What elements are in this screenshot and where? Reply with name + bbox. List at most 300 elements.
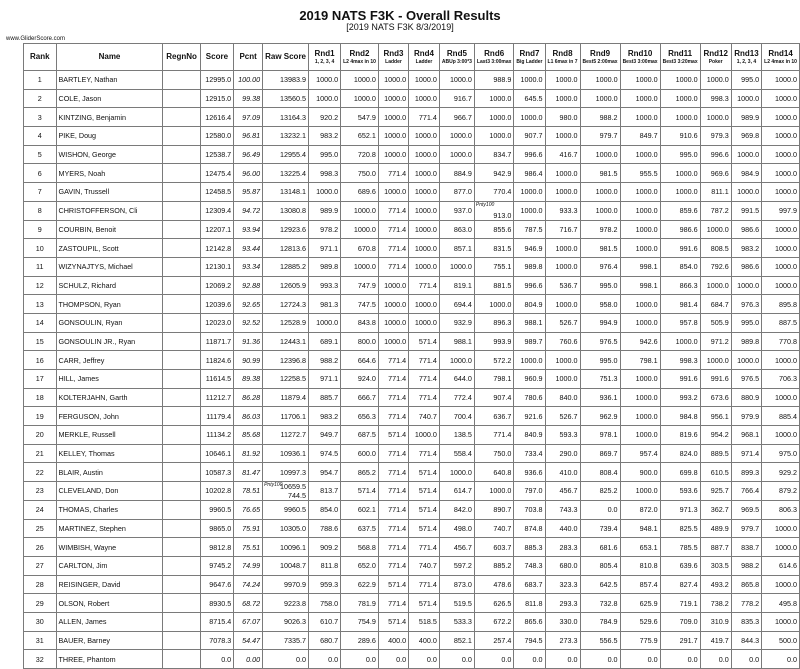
round-score-cell: 936.1 xyxy=(580,388,620,407)
round-score-cell: 1000.0 xyxy=(762,276,800,295)
column-header-rnd7 xyxy=(514,44,545,71)
round-score-cell: 920.2 xyxy=(309,108,341,127)
round-score-cell: 644.0 xyxy=(439,370,474,389)
round-score-cell: 859.6 xyxy=(660,201,700,220)
round-score-cell: 636.7 xyxy=(474,407,513,426)
round-score-cell: 885.2 xyxy=(474,556,513,575)
regn-cell xyxy=(163,482,200,501)
round-score-cell: 865.6 xyxy=(514,612,545,631)
score-cell: 12309.4 xyxy=(200,201,234,220)
round-score-cell: 1000.0 xyxy=(439,257,474,276)
table-row xyxy=(24,164,800,183)
round-score-cell: 792.6 xyxy=(700,257,731,276)
table-row xyxy=(24,370,800,389)
round-score-cell: 743.3 xyxy=(545,500,580,519)
round-score-cell: 533.3 xyxy=(439,612,474,631)
score-cell: 11871.7 xyxy=(200,332,234,351)
score-cell: 12039.6 xyxy=(200,295,234,314)
round-score-cell: 766.4 xyxy=(731,482,761,501)
raw-score-cell: 13164.3 xyxy=(263,108,309,127)
column-header-label: Rnd2 xyxy=(349,48,370,58)
table-row xyxy=(24,257,800,276)
round-score-cell: 825.5 xyxy=(660,519,700,538)
table-row xyxy=(24,89,800,108)
round-score-cell: 863.0 xyxy=(439,220,474,239)
round-score-cell: 1000.0 xyxy=(580,89,620,108)
score-cell: 10646.1 xyxy=(200,444,234,463)
pilot-name-cell: BAUER, Barney xyxy=(56,631,163,650)
round-score-cell: 498.0 xyxy=(439,519,474,538)
round-score-cell: 842.0 xyxy=(439,500,474,519)
column-header-rnd8 xyxy=(545,44,580,71)
round-score-cell: 785.5 xyxy=(660,538,700,557)
round-score-cell: 854.0 xyxy=(309,500,341,519)
round-score-cell: 670.8 xyxy=(341,239,379,258)
percent-cell: 78.51 xyxy=(234,482,263,501)
round-score-cell: 889.5 xyxy=(700,444,731,463)
table-row xyxy=(24,127,800,146)
round-score-cell: 1000.0 xyxy=(439,127,474,146)
score-cell: 11179.4 xyxy=(200,407,234,426)
round-score-cell: 456.7 xyxy=(439,538,474,557)
round-score-cell: 755.1 xyxy=(474,257,513,276)
round-score-cell: 1000.0 xyxy=(409,313,440,332)
round-score-cell: 933.3 xyxy=(545,201,580,220)
round-score-cell: 1000.0 xyxy=(620,183,660,202)
round-score-cell: 571.4 xyxy=(341,482,379,501)
round-score-cell: 844.3 xyxy=(731,631,761,650)
round-score-cell: 811.1 xyxy=(700,183,731,202)
raw-score-cell: 0.0 xyxy=(263,650,309,669)
percent-cell: 89.38 xyxy=(234,370,263,389)
round-score-cell: 689.6 xyxy=(341,183,379,202)
round-score-cell: 1000.0 xyxy=(762,127,800,146)
round-score-cell: 988.9 xyxy=(474,71,513,90)
raw-score-cell: 10048.7 xyxy=(263,556,309,575)
round-score-cell: 572.2 xyxy=(474,351,513,370)
table-row xyxy=(24,556,800,575)
percent-cell: 54.47 xyxy=(234,631,263,650)
round-score-cell: 689.1 xyxy=(309,332,341,351)
round-score-cell: 760.6 xyxy=(545,332,580,351)
round-score-cell: 1000.0 xyxy=(762,388,800,407)
round-score-cell: 885.3 xyxy=(514,538,545,557)
round-score-cell: 1000.0 xyxy=(620,201,660,220)
round-score-cell: 771.4 xyxy=(409,276,440,295)
round-score-cell: 1000.0 xyxy=(731,89,761,108)
table-row xyxy=(24,313,800,332)
column-header-label: Rnd11 xyxy=(668,48,693,58)
round-score-cell: 1000.0 xyxy=(660,183,700,202)
regn-cell xyxy=(163,257,200,276)
round-score-cell: 626.5 xyxy=(474,594,513,613)
round-score-cell: 866.3 xyxy=(660,276,700,295)
percent-cell: 93.34 xyxy=(234,257,263,276)
round-score-cell: 788.6 xyxy=(309,519,341,538)
round-score-cell: 771.4 xyxy=(409,351,440,370)
round-score-cell: 571.4 xyxy=(409,500,440,519)
percent-cell: 74.24 xyxy=(234,575,263,594)
percent-cell: 76.65 xyxy=(234,500,263,519)
round-score-cell: 971.1 xyxy=(309,239,341,258)
score-cell: 12475.4 xyxy=(200,164,234,183)
round-score-cell: 610.5 xyxy=(700,463,731,482)
raw-score-cell: 12923.6 xyxy=(263,220,309,239)
round-score-cell: 988.1 xyxy=(439,332,474,351)
website-label: www.GliderScore.com xyxy=(6,36,66,42)
round-score-cell: 293.3 xyxy=(545,594,580,613)
round-score-cell: 603.7 xyxy=(474,538,513,557)
round-score-cell: 1000.0 xyxy=(514,71,545,90)
pilot-name-cell: GONSOULIN JR., Ryan xyxy=(56,332,163,351)
round-score-cell: 998.1 xyxy=(620,276,660,295)
round-score-cell: 1000.0 xyxy=(341,71,379,90)
regn-cell xyxy=(163,556,200,575)
table-row xyxy=(24,538,800,557)
percent-cell: 90.99 xyxy=(234,351,263,370)
round-score-cell: 1000.0 xyxy=(439,351,474,370)
round-score-cell: 1000.0 xyxy=(762,519,800,538)
round-score-cell: 787.2 xyxy=(700,201,731,220)
round-score-cell: 771.4 xyxy=(409,370,440,389)
pilot-name-cell: SCHULZ, Richard xyxy=(56,276,163,295)
round-score-cell: 827.4 xyxy=(660,575,700,594)
table-header-row xyxy=(24,44,800,71)
pilot-name-cell: THREE, Phantom xyxy=(56,650,163,669)
pilot-name-cell: CLEVELAND, Don xyxy=(56,482,163,501)
round-score-cell: 558.4 xyxy=(439,444,474,463)
round-score-cell: 771.4 xyxy=(378,164,408,183)
round-score-cell: 1000.0 xyxy=(378,313,408,332)
round-score-cell: 400.0 xyxy=(409,631,440,650)
rank-cell: 23 xyxy=(24,482,57,501)
round-score-cell: 748.3 xyxy=(514,556,545,575)
round-score-cell: 887.5 xyxy=(762,313,800,332)
round-score-cell: 1000.0 xyxy=(474,127,513,146)
score-cell: 11134.2 xyxy=(200,426,234,445)
round-score-cell: 283.3 xyxy=(545,538,580,557)
rank-cell: 19 xyxy=(24,407,57,426)
round-score-cell: 771.4 xyxy=(378,370,408,389)
round-score-cell: 978.2 xyxy=(580,220,620,239)
round-score-cell: 771.4 xyxy=(378,351,408,370)
regn-cell xyxy=(163,500,200,519)
round-score-cell: 998.3 xyxy=(660,351,700,370)
round-score-cell: 986.6 xyxy=(731,220,761,239)
score-cell: 7078.3 xyxy=(200,631,234,650)
regn-cell xyxy=(163,145,200,164)
round-score-cell: 732.8 xyxy=(580,594,620,613)
regn-cell xyxy=(163,127,200,146)
rank-cell: 15 xyxy=(24,332,57,351)
round-score-cell: 733.4 xyxy=(514,444,545,463)
round-score-cell: 996.6 xyxy=(514,276,545,295)
column-header-label: Rnd10 xyxy=(627,48,653,58)
round-score-cell: 840.0 xyxy=(545,388,580,407)
table-row xyxy=(24,145,800,164)
round-score-cell: 754.9 xyxy=(341,612,379,631)
rank-cell: 7 xyxy=(24,183,57,202)
round-score-cell: 857.1 xyxy=(439,239,474,258)
round-score-cell: 929.2 xyxy=(762,463,800,482)
rank-cell: 30 xyxy=(24,612,57,631)
round-score-cell: 986.6 xyxy=(731,257,761,276)
round-score-cell: 0.0 xyxy=(620,650,660,669)
column-header-label: Score xyxy=(205,52,229,61)
round-score-cell: 771.4 xyxy=(378,239,408,258)
round-score-cell: 1000.0 xyxy=(378,145,408,164)
rank-cell: 31 xyxy=(24,631,57,650)
column-header-sublabel: L1 6max in 7 xyxy=(547,58,578,65)
rank-cell: 10 xyxy=(24,239,57,258)
table-row xyxy=(24,444,800,463)
raw-score-cell: 11272.7 xyxy=(263,426,309,445)
column-header-label: Rnd13 xyxy=(734,48,759,58)
round-score-cell: 784.9 xyxy=(580,612,620,631)
round-score-cell: 981.5 xyxy=(580,239,620,258)
round-score-cell: 921.6 xyxy=(514,407,545,426)
column-header-label: Pcnt xyxy=(239,52,257,61)
rank-cell: 17 xyxy=(24,370,57,389)
round-score-cell: 995.0 xyxy=(309,145,341,164)
round-score-cell: 571.4 xyxy=(378,575,408,594)
score-cell: 12538.7 xyxy=(200,145,234,164)
percent-cell: 92.65 xyxy=(234,295,263,314)
percent-cell: 81.47 xyxy=(234,463,263,482)
raw-score-cell: 9960.5 xyxy=(263,500,309,519)
round-score-cell: 1000.0 xyxy=(309,313,341,332)
round-score-cell: 771.4 xyxy=(378,482,408,501)
round-score-cell: 610.7 xyxy=(309,612,341,631)
round-score-cell: 808.5 xyxy=(700,239,731,258)
pilot-name-cell: KINTZING, Benjamin xyxy=(56,108,163,127)
round-score-cell: 907.4 xyxy=(474,388,513,407)
round-score-cell: 968.1 xyxy=(731,426,761,445)
round-score-cell: 991.6 xyxy=(700,370,731,389)
pilot-name-cell: COLE, Jason xyxy=(56,89,163,108)
regn-cell xyxy=(163,295,200,314)
round-score-cell: 652.1 xyxy=(341,127,379,146)
round-score-cell: 703.8 xyxy=(514,500,545,519)
percent-cell: 91.36 xyxy=(234,332,263,351)
round-score-cell: 1000.0 xyxy=(700,71,731,90)
round-score-cell: 819.1 xyxy=(439,276,474,295)
column-header-label: Rnd4 xyxy=(413,48,434,58)
round-score-cell: 1000.0 xyxy=(545,370,580,389)
round-score-cell: 290.0 xyxy=(545,444,580,463)
round-score-cell: 838.7 xyxy=(731,538,761,557)
round-score-cell: 959.3 xyxy=(309,575,341,594)
score-cell: 12458.5 xyxy=(200,183,234,202)
round-score-cell: 0.0 xyxy=(341,650,379,669)
round-score-cell: 881.5 xyxy=(474,276,513,295)
page-title: 2019 NATS F3K - Overall Results xyxy=(299,8,501,23)
page-subtitle: [2019 NATS F3K 8/3/2019] xyxy=(346,22,454,32)
column-header-sublabel: Last3 3:00max xyxy=(476,58,512,65)
round-score-cell: 1000.0 xyxy=(409,71,440,90)
round-score-cell: 954.7 xyxy=(309,463,341,482)
round-score-cell: 1000.0 xyxy=(309,71,341,90)
table-row xyxy=(24,519,800,538)
round-score-cell: 910.6 xyxy=(660,127,700,146)
regn-cell xyxy=(163,108,200,127)
round-score-cell: 273.3 xyxy=(545,631,580,650)
round-score-cell: 738.2 xyxy=(700,594,731,613)
column-header-rnd2 xyxy=(341,44,379,71)
round-score-cell: 747.5 xyxy=(341,295,379,314)
round-score-cell: 1000.0 xyxy=(762,164,800,183)
round-score-cell: 974.5 xyxy=(309,444,341,463)
table-row xyxy=(24,650,800,669)
round-score-cell: 556.5 xyxy=(580,631,620,650)
round-score-cell: 1000.0 xyxy=(309,89,341,108)
raw-score-cell: 12258.5 xyxy=(263,370,309,389)
round-score-cell: 330.0 xyxy=(545,612,580,631)
round-score-cell: 916.7 xyxy=(439,89,474,108)
regn-cell xyxy=(163,407,200,426)
round-score-cell: 1000.0 xyxy=(620,370,660,389)
raw-score-cell: 10936.1 xyxy=(263,444,309,463)
round-score-cell: 865.2 xyxy=(341,463,379,482)
round-score-cell: 770.4 xyxy=(474,183,513,202)
column-header-label: Rnd14 xyxy=(768,48,793,58)
round-score-cell: 971.4 xyxy=(731,444,761,463)
pilot-name-cell: PIKE, Doug xyxy=(56,127,163,146)
round-score-cell: 716.7 xyxy=(545,220,580,239)
round-score-cell: 456.7 xyxy=(545,482,580,501)
round-score-cell: 571.4 xyxy=(378,612,408,631)
score-cell: 0.0 xyxy=(200,650,234,669)
table-row xyxy=(24,220,800,239)
round-score-cell: 1000.0 xyxy=(620,388,660,407)
round-score-cell: 872.0 xyxy=(620,500,660,519)
pilot-name-cell: BLAIR, Austin xyxy=(56,463,163,482)
regn-cell xyxy=(163,463,200,482)
round-score-cell: 993.3 xyxy=(309,276,341,295)
round-score-cell: 771.4 xyxy=(409,444,440,463)
percent-cell: 86.28 xyxy=(234,388,263,407)
round-score-cell: 1000.0 xyxy=(545,164,580,183)
round-score-cell: 873.0 xyxy=(439,575,474,594)
table-row xyxy=(24,482,800,501)
pilot-name-cell: ALLEN, James xyxy=(56,612,163,631)
round-score-cell: 800.0 xyxy=(341,332,379,351)
round-score-cell: 995.0 xyxy=(580,351,620,370)
round-score-cell: 994.9 xyxy=(580,313,620,332)
round-score-cell: 1000.0 xyxy=(409,183,440,202)
results-table xyxy=(23,43,800,669)
regn-cell xyxy=(163,276,200,295)
round-score-cell: 493.2 xyxy=(700,575,731,594)
round-score-cell: 1000.0 xyxy=(409,164,440,183)
round-score-cell: 138.5 xyxy=(439,426,474,445)
round-score-cell: 1000.0 xyxy=(620,239,660,258)
round-score-cell: 780.6 xyxy=(514,388,545,407)
round-score-cell: 600.0 xyxy=(341,444,379,463)
round-score-cell: 995.0 xyxy=(731,71,761,90)
round-score-cell: 798.1 xyxy=(474,370,513,389)
round-score-cell: 640.8 xyxy=(474,463,513,482)
rank-cell: 21 xyxy=(24,444,57,463)
round-score-cell: 849.7 xyxy=(620,127,660,146)
round-score-cell: 410.0 xyxy=(545,463,580,482)
round-score-cell: 771.4 xyxy=(378,556,408,575)
score-cell: 12616.4 xyxy=(200,108,234,127)
percent-cell: 68.72 xyxy=(234,594,263,613)
round-score-cell: 995.0 xyxy=(580,276,620,295)
percent-cell: 75.91 xyxy=(234,519,263,538)
round-score-cell: 0.0 xyxy=(545,650,580,669)
round-score-cell: 989.8 xyxy=(309,257,341,276)
regn-cell xyxy=(163,631,200,650)
regn-cell xyxy=(163,183,200,202)
round-score-cell: 1000.0 xyxy=(545,183,580,202)
round-score-cell: 991.5 xyxy=(731,201,761,220)
round-score-cell: 984.8 xyxy=(660,407,700,426)
round-score-cell: 983.2 xyxy=(731,239,761,258)
rank-cell: 32 xyxy=(24,650,57,669)
column-header-rnd13 xyxy=(731,44,761,71)
score-cell: 11824.6 xyxy=(200,351,234,370)
round-score-cell: 995.0 xyxy=(660,145,700,164)
round-score-cell: 885.4 xyxy=(762,407,800,426)
percent-cell: 93.44 xyxy=(234,239,263,258)
score-cell: 11614.5 xyxy=(200,370,234,389)
round-score-cell: 835.3 xyxy=(731,612,761,631)
round-score-cell: 998.1 xyxy=(620,257,660,276)
round-score-cell: 571.4 xyxy=(409,594,440,613)
round-score-cell: 989.8 xyxy=(731,332,761,351)
score-cell: 9745.2 xyxy=(200,556,234,575)
pilot-name-cell: CARR, Jeffrey xyxy=(56,351,163,370)
round-score-cell: 1000.0 xyxy=(620,426,660,445)
round-score-cell: 775.9 xyxy=(620,631,660,650)
round-score-cell: 1000.0 xyxy=(409,257,440,276)
round-score-cell: 771.4 xyxy=(378,519,408,538)
round-score-cell: 597.2 xyxy=(439,556,474,575)
column-header-sublabel: Best3 3:20max xyxy=(662,58,698,65)
percent-cell: 96.49 xyxy=(234,145,263,164)
table-row xyxy=(24,239,800,258)
round-score-cell: 995.0 xyxy=(731,313,761,332)
round-score-cell: 758.0 xyxy=(309,594,341,613)
round-score-cell: 936.6 xyxy=(514,463,545,482)
rank-cell: 18 xyxy=(24,388,57,407)
score-cell: 12580.0 xyxy=(200,127,234,146)
round-score-cell: 706.3 xyxy=(762,370,800,389)
raw-score-value: 10659.5 xyxy=(280,482,306,492)
round-score-cell: 989.8 xyxy=(514,257,545,276)
round-score-cell: 819.6 xyxy=(660,426,700,445)
column-header-rnd3 xyxy=(378,44,408,71)
regn-cell xyxy=(163,426,200,445)
column-header-sublabel: 1, 2, 3, 4 xyxy=(314,58,335,65)
percent-cell: 99.38 xyxy=(234,89,263,108)
round-score-cell: 976.3 xyxy=(731,295,761,314)
round-score-cell: 0.0 xyxy=(439,650,474,669)
round-score-cell: 653.1 xyxy=(620,538,660,557)
round-score-cell: 419.7 xyxy=(700,631,731,650)
round-score-cell: 981.5 xyxy=(580,164,620,183)
round-score-cell: 1000.0 xyxy=(409,220,440,239)
raw-score-cell: 13080.8 xyxy=(263,201,309,220)
round-score-cell: 971.2 xyxy=(700,332,731,351)
round-score-cell: 857.4 xyxy=(620,575,660,594)
round-score-cell: 614.7 xyxy=(439,482,474,501)
round-score-cell: 1000.0 xyxy=(545,257,580,276)
round-score-cell: 1000.0 xyxy=(341,89,379,108)
column-header-rnd6 xyxy=(474,44,513,71)
